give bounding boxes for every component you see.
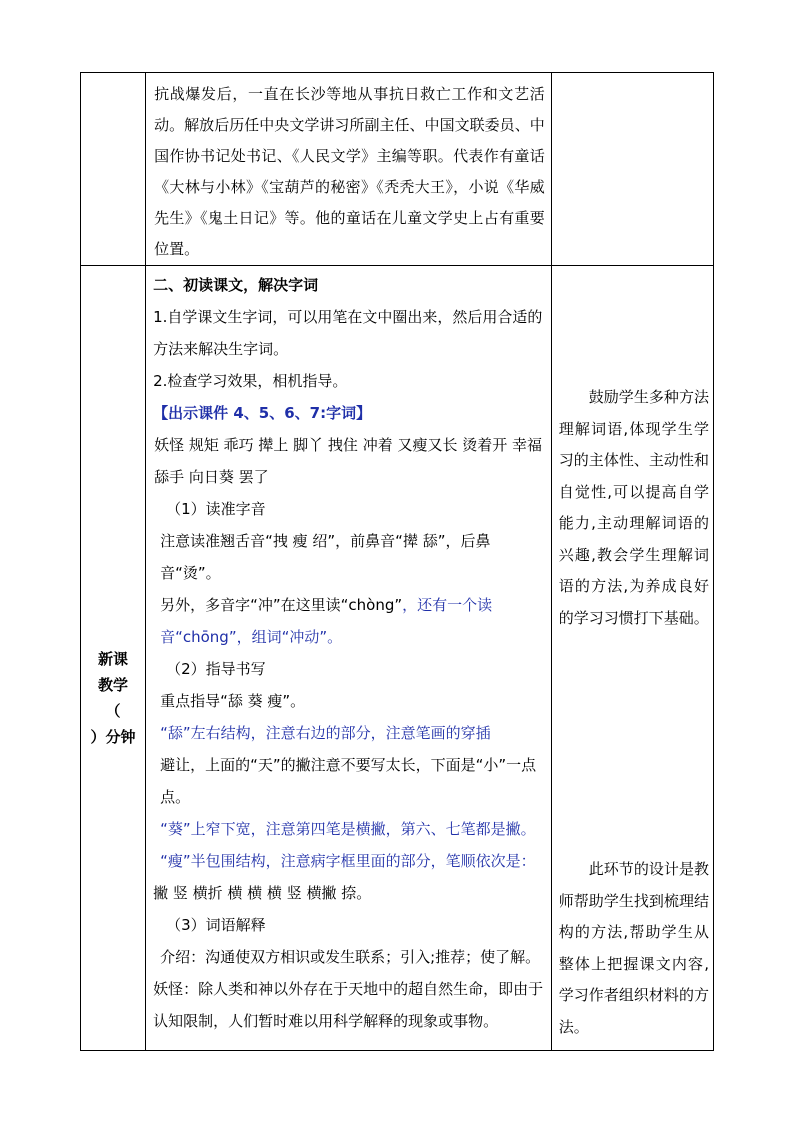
lesson-plan-table bbox=[80, 72, 714, 1051]
writing-tian-2: 避让，上面的“天”的撇注意不要写太长，下面是“小”一点点。 bbox=[160, 756, 537, 806]
section-label-line: （ bbox=[105, 702, 121, 720]
empty-note-cell bbox=[551, 73, 713, 266]
word-list: 妖怪 规矩 乖巧 撵上 脚丫 拽住 冲着 又瘦又长 烫着开 幸福 舔手 向日葵 罢了 bbox=[154, 436, 543, 486]
section-label-line: 新课 bbox=[98, 650, 129, 668]
courseware-note: 【出示课件 4、5、6、7:字词】 bbox=[153, 404, 372, 422]
writing-kui: “葵”上窄下宽，注意第四笔是横撇，第六、七笔都是撇。 bbox=[160, 820, 536, 838]
pronunciation-note-2: 另外，多音字“冲”在这里读“chòng”，还有一个读音“chōng”，组词“冲动”。 bbox=[160, 596, 493, 646]
section-label-line: 教学 bbox=[98, 676, 129, 694]
writing-shou-1: “瘦”半包围结构，注意病字框里面的部分，笔顺依次是： bbox=[160, 852, 536, 870]
design-note-2: 此环节的设计是教师帮助学生找到梳理结构的方法,帮助学生从整体上把握课文内容,学习作者组织材料的方法。 bbox=[558, 860, 709, 1036]
section-heading: 二、初读课文，解决字词 bbox=[153, 276, 319, 294]
step-2-text: 2.检查学习效果，相机指导。【出示课件 4、5、6、7:字词】 bbox=[153, 372, 372, 422]
sub-heading-pronunciation: （1）读准字音 bbox=[166, 500, 266, 518]
sub-heading-definitions: （3）词语解释 bbox=[166, 916, 266, 934]
table-row bbox=[81, 73, 714, 266]
sub-heading-writing: （2）指导书写 bbox=[166, 660, 266, 678]
writing-shou-2: 撇 竖 横折 横 横 横 竖 横撇 捺。 bbox=[153, 884, 372, 902]
step-1-text: 1.自学课文生字词，可以用笔在文中圈出来，然后用合适的方法来解决生字词。 bbox=[153, 308, 543, 358]
pronunciation-note-1: 注意读准翘舌音“拽 瘦 绍”，前鼻音“撵 舔”，后鼻音“烫”。 bbox=[160, 532, 491, 582]
table-row bbox=[81, 266, 714, 1051]
writing-focus: 重点指导“舔 葵 瘦”。 bbox=[160, 692, 306, 710]
author-bio-text: 抗战爆发后，一直在长沙等地从事抗日救亡工作和文艺活动。解放后历任中央文学讲习所副主任、中国文联委员、中国作协书记处书记、《人民文学》主编等职。代表作有童话《大林与小林》《宝葫芦的秘密》《秃秃大王》，小说《华威先生》《鬼土日记》等。他的童话在儿童文学史上占有重要位置。 bbox=[154, 85, 545, 258]
author-bio-cell bbox=[146, 73, 552, 266]
definition-1: 介绍：沟通使双方相识或发生联系；引入;推荐；使了解。 bbox=[160, 948, 541, 966]
section-label-line: ）分钟 bbox=[90, 728, 136, 746]
empty-label-cell bbox=[81, 73, 146, 266]
writing-tian-1: “舔”左右结构，注意右边的部分，注意笔画的穿插 bbox=[160, 724, 491, 742]
design-note-1: 鼓励学生多种方法理解词语,体现学生学习的主体性、主动性和自觉性,可以提高自学能力,主动理解词语的兴趣,教会学生理解词语的方法,为养成良好的学习习惯打下基础。 bbox=[558, 388, 709, 627]
design-notes-cell bbox=[551, 266, 713, 1051]
lesson-content-cell bbox=[146, 266, 552, 1051]
definition-2: 妖怪：除人类和神以外存在于天地中的超自然生命，即由于认知限制，人们暂时难以用科学解释的现象或事物。 bbox=[153, 980, 544, 1030]
section-label-cell bbox=[81, 266, 146, 1051]
